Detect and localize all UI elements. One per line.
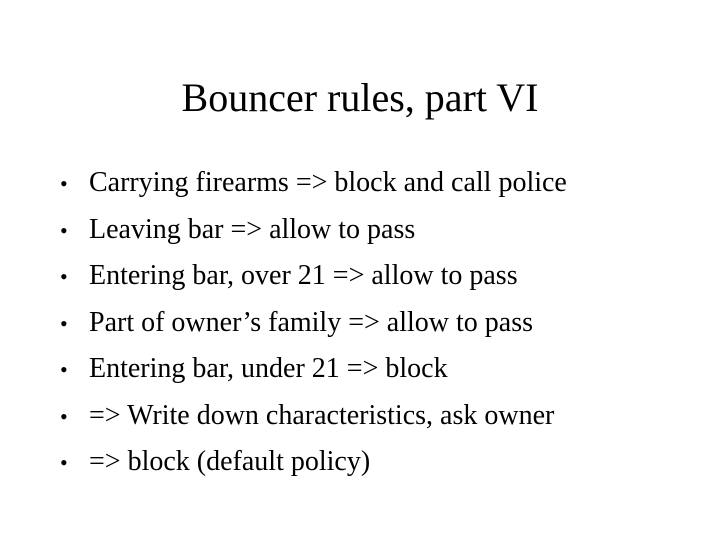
bullet-item [60, 396, 567, 443]
bullet-dot-icon: • [60, 171, 68, 196]
bullet-item [60, 303, 567, 350]
bullet-item [60, 163, 567, 210]
bullet-text: Leaving bar => allow to pass [89, 213, 416, 245]
bullet-text: Entering bar, under 21 => block [89, 353, 448, 384]
bullet-dot-icon: • [60, 217, 68, 243]
slide-title: Bouncer rules, part VI [181, 75, 539, 120]
bullet-dot-icon: • [60, 450, 68, 475]
bullet-item [60, 210, 567, 257]
bullet-text: => Write down characteristics, ask owner [89, 399, 555, 431]
bullet-text: Carrying firearms => block and call police [89, 167, 567, 198]
bullet-list [60, 163, 567, 489]
bullet-dot-icon: • [60, 403, 68, 429]
bullet-item [60, 349, 567, 396]
bullet-text: Part of owner’s family => allow to pass [89, 306, 533, 338]
bullet-dot-icon: • [60, 310, 68, 336]
bullet-text: => block (default policy) [89, 446, 371, 477]
bullet-dot-icon: • [60, 357, 68, 382]
bullet-item [60, 256, 567, 303]
bullet-dot-icon: • [60, 264, 68, 289]
bullet-text: Entering bar, over 21 => allow to pass [89, 260, 518, 291]
bullet-item [60, 442, 567, 489]
